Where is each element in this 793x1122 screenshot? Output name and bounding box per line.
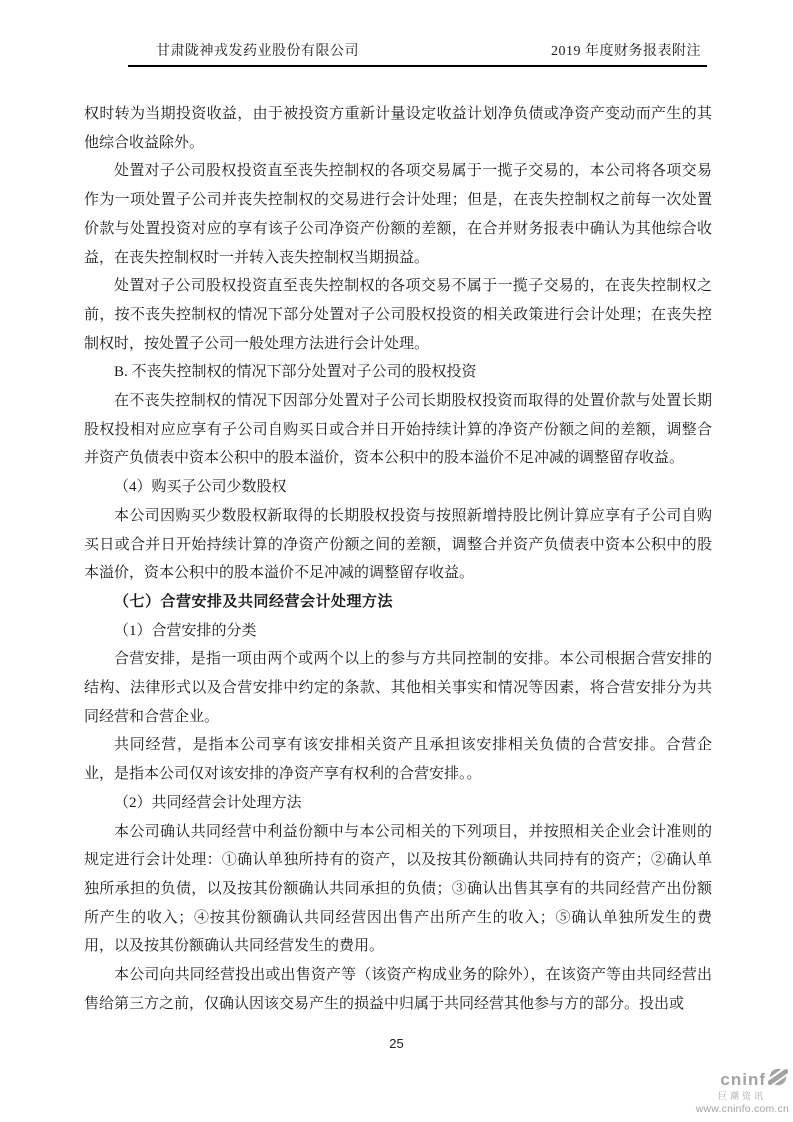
paragraph: 权时转为当期投资收益，由于被投资方重新计量设定收益计划净负债或净资产变动而产生的其他综合收益除外。	[84, 106, 712, 151]
paragraph: 本公司确认共同经营中利益份额中与本公司相关的下列项目，并按照相关企业会计准则的规定进行会计处理：①确认单独所持有的资产，以及按其份额确认共同持有的资产；②确认单独所承担的负债，以及按其份额确认共同承担的负债；③确认出售其享有的共同经营产出份额所产生的收入；④按其份额确认共同经营因出售产出所产生的收入；⑤确认单独所发生的费用，以及按其份额确认共同经营发生的费用。	[84, 823, 712, 955]
paragraph: （七）合营安排及共同经营会计处理方法	[114, 592, 394, 610]
document-title: 2019 年度财务报表附注	[551, 44, 701, 59]
paragraph: 本公司向共同经营投出或出售资产等（该资产构成业务的除外），在该资产等由共同经营出售给第三方之前，仅确认因该交易产生的损益中归属于共同经营其他参与方的部分。投出或	[84, 967, 712, 1012]
paragraph: 在不丧失控制权的情况下因部分处置对子公司长期股权投资而取得的处置价款与处置长期股权投相对应应享有子公司自购买日或合并日开始持续计算的净资产份额之间的差额，调整合并资产负债表中资本公积中的股本溢价，资本公积中的股本溢价不足冲减的调整留存收益。	[84, 393, 712, 467]
cninfo-url: www.cninfo.com.cn	[695, 1103, 789, 1115]
paragraph: 本公司因购买少数股权新取得的长期股权投资与按照新增持股比例计算应享有子公司自购买日或合并日开始持续计算的净资产份额之间的差额，调整合并资产负债表中资本公积中的股本溢价，资本公积中的股本溢价不足冲减的调整留存收益。	[84, 507, 712, 582]
page-header	[128, 40, 707, 67]
cninfo-name-cn: 巨潮资讯	[717, 1091, 766, 1101]
company-name: 甘肃陇神戎发药业股份有限公司	[156, 44, 359, 59]
paragraph: B. 不丧失控制权的情况下部分处置对子公司的股权投资	[114, 364, 477, 381]
document-body	[84, 100, 712, 1019]
page-number: 25	[389, 1036, 404, 1051]
paragraph: （1）合营安排的分类	[114, 622, 257, 639]
paragraph: 合营安排，是指一项由两个或两个以上的参与方共同控制的安排。本公司根据合营安排的结构、法律形式以及合营安排中约定的条款、其他相关事实和情况等因素，将合营安排分为共同经营和合营企业。	[84, 651, 712, 725]
paragraph: （2）共同经营会计处理方法	[114, 794, 302, 811]
paragraph: （4）购买子公司少数股权	[114, 479, 287, 496]
cninfo-logo	[660, 1068, 790, 1115]
cninfo-brand-row	[660, 1068, 790, 1090]
cninfo-swirl-icon	[768, 1068, 788, 1090]
paragraph: 处置对子公司股权投资直至丧失控制权的各项交易不属于一揽子交易的，在丧失控制权之前，按不丧失控制权的情况下部分处置对子公司股权投资的相关政策进行会计处理；在丧失控制权时，按处置子公司一般处理方法进行会计处理。	[84, 278, 712, 352]
paragraph: 处置对子公司股权投资直至丧失控制权的各项交易属于一揽子交易的，本公司将各项交易作为一项处置子公司并丧失控制权的交易进行会计处理；但是，在丧失控制权之前每一次处置价款与处置投资对应的享有该子公司净资产份额的差额，在合并财务报表中确认为其他综合收益，在丧失控制权时一并转入丧失控制权当期损益。	[84, 163, 712, 266]
cninfo-brand-text: cninf	[720, 1069, 766, 1089]
paragraph: 共同经营，是指本公司享有该安排相关资产且承担该安排相关负债的合营安排。合营企业，是指本公司仅对该安排的净资产享有权利的合营安排。。	[84, 737, 712, 783]
